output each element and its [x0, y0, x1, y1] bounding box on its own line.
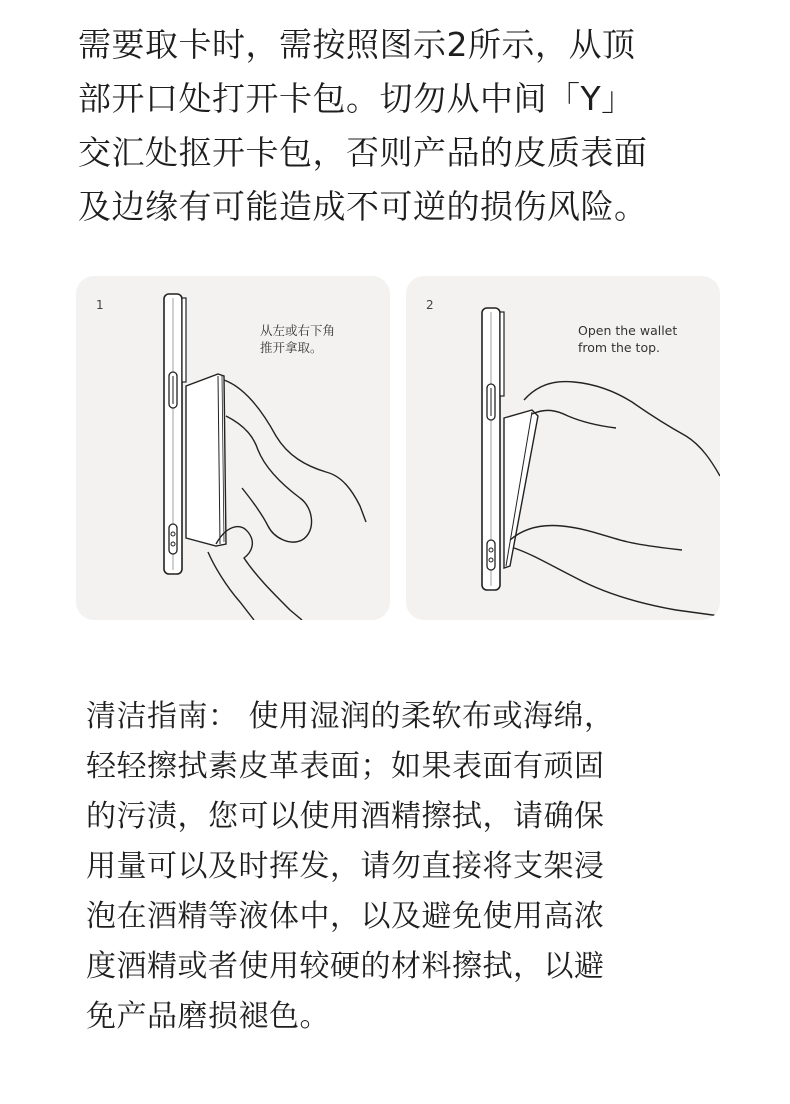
- caption-line: 从左或右下角: [260, 323, 336, 338]
- step-caption-1: [260, 322, 335, 356]
- caption-line: Open the wallet: [578, 323, 678, 338]
- upper-hand: [524, 382, 720, 476]
- cleaning-line-1: 清洁指南： 使用湿润的柔软布或海绵，: [86, 699, 615, 734]
- wallet-flap: [504, 410, 538, 568]
- illustration-side-push: [76, 276, 390, 620]
- cleaning-line-6: 度酒精或者使用较硬的材料擦拭，以避: [86, 949, 605, 984]
- intro-line-2: 部开口处打开卡包。切勿从中间「Y」: [78, 79, 635, 118]
- lower-button: [169, 524, 177, 554]
- lower-hand: [510, 526, 720, 616]
- intro-line-4: 及边缘有可能造成不可逆的损伤风险。: [78, 187, 648, 226]
- step-number-1: 1: [96, 298, 104, 312]
- caption-line: from the top.: [578, 340, 661, 355]
- caption-line: 推开拿取。: [260, 340, 323, 355]
- intro-line-1: 需要取卡时，需按照图示2所示，从顶: [78, 25, 636, 64]
- camera-bump: [182, 298, 186, 382]
- cleaning-line-3: 的污渍，您可以使用酒精擦拭，请确保: [86, 799, 605, 834]
- step-number-2: 2: [426, 298, 434, 312]
- lower-button: [487, 540, 495, 570]
- intro-line-3: 交汇处抠开卡包，否则产品的皮质表面: [78, 133, 648, 172]
- cleaning-line-4: 用量可以及时挥发，请勿直接将支架浸: [86, 849, 605, 884]
- camera-bump: [500, 312, 504, 396]
- cleaning-guide: [86, 692, 726, 1042]
- cleaning-line-2: 轻轻擦拭素皮革表面；如果表面有顽固: [86, 749, 605, 784]
- step-caption-2: [578, 322, 677, 356]
- cleaning-line-7: 免产品磨损褪色。: [86, 999, 330, 1034]
- illustration-panel-2: [406, 276, 720, 620]
- illustration-panel-1: [76, 276, 390, 620]
- cleaning-line-5: 泡在酒精等液体中，以及避免使用高浓: [86, 899, 605, 934]
- intro-paragraph: [78, 18, 738, 234]
- upper-hand: [224, 380, 366, 542]
